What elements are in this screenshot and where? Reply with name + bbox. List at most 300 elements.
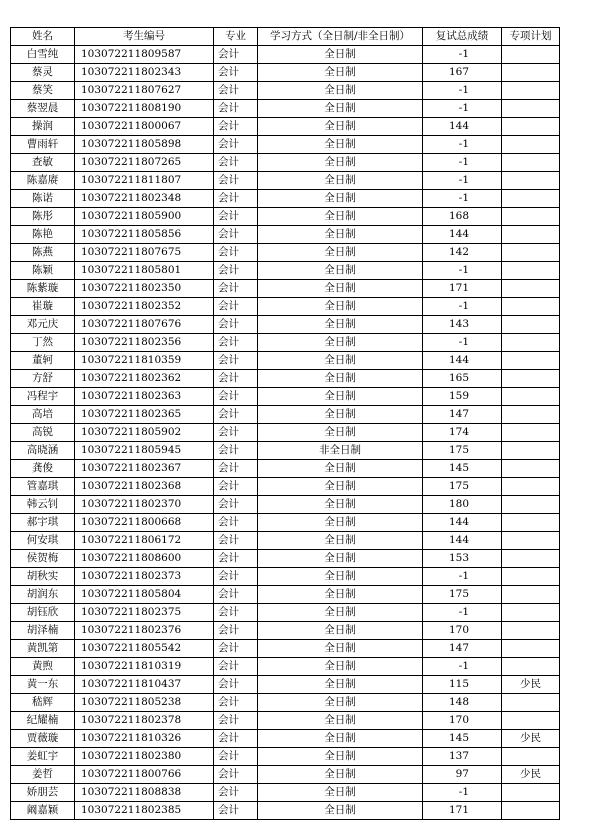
cell-major: 会计 [214, 460, 258, 478]
cell-exam-id: 103072211802363 [75, 388, 214, 406]
cell-special-plan [502, 280, 560, 298]
table-row [11, 190, 560, 208]
cell-name: 韩云钊 [11, 496, 75, 514]
cell-total-score: -1 [423, 190, 502, 208]
cell-study-mode: 全日制 [258, 136, 423, 154]
cell-special-plan [502, 622, 560, 640]
cell-exam-id: 103072211802365 [75, 406, 214, 424]
cell-major: 会计 [214, 748, 258, 766]
cell-major: 会计 [214, 190, 258, 208]
cell-major: 会计 [214, 550, 258, 568]
cell-total-score: -1 [423, 568, 502, 586]
cell-special-plan [502, 550, 560, 568]
table-row [11, 208, 560, 226]
cell-special-plan [502, 388, 560, 406]
cell-major: 会计 [214, 694, 258, 712]
table-row [11, 802, 560, 820]
cell-major: 会计 [214, 370, 258, 388]
cell-exam-id: 103072211802367 [75, 460, 214, 478]
cell-special-plan [502, 640, 560, 658]
cell-major: 会计 [214, 730, 258, 748]
cell-total-score: 174 [423, 424, 502, 442]
table-row [11, 118, 560, 136]
cell-exam-id: 103072211805238 [75, 694, 214, 712]
table-row [11, 604, 560, 622]
cell-total-score: 144 [423, 226, 502, 244]
cell-total-score: -1 [423, 46, 502, 64]
cell-special-plan [502, 478, 560, 496]
cell-study-mode: 全日制 [258, 352, 423, 370]
cell-study-mode: 全日制 [258, 46, 423, 64]
cell-exam-id: 103072211808600 [75, 550, 214, 568]
cell-total-score: -1 [423, 154, 502, 172]
table-row [11, 406, 560, 424]
cell-study-mode: 全日制 [258, 532, 423, 550]
table-row [11, 550, 560, 568]
table-row [11, 730, 560, 748]
cell-total-score: 147 [423, 640, 502, 658]
table-row [11, 46, 560, 64]
cell-exam-id: 103072211802385 [75, 802, 214, 820]
cell-name: 高锐 [11, 424, 75, 442]
header-major: 专业 [214, 28, 258, 46]
table-row [11, 352, 560, 370]
cell-name: 郝宇琪 [11, 514, 75, 532]
cell-exam-id: 103072211807627 [75, 82, 214, 100]
table-row [11, 244, 560, 262]
cell-total-score: 159 [423, 388, 502, 406]
table-row [11, 622, 560, 640]
cell-exam-id: 103072211802362 [75, 370, 214, 388]
table-body [11, 46, 560, 820]
cell-name: 黄凯第 [11, 640, 75, 658]
cell-total-score: 145 [423, 730, 502, 748]
cell-name: 陈嘉赓 [11, 172, 75, 190]
cell-major: 会计 [214, 676, 258, 694]
cell-exam-id: 103072211807265 [75, 154, 214, 172]
cell-exam-id: 103072211808838 [75, 784, 214, 802]
table-row [11, 262, 560, 280]
table-row [11, 748, 560, 766]
cell-special-plan [502, 298, 560, 316]
cell-name: 黄一东 [11, 676, 75, 694]
cell-name: 陈颖 [11, 262, 75, 280]
cell-major: 会计 [214, 334, 258, 352]
cell-study-mode: 全日制 [258, 460, 423, 478]
cell-study-mode: 全日制 [258, 622, 423, 640]
cell-name: 陈燕 [11, 244, 75, 262]
cell-exam-id: 103072211810319 [75, 658, 214, 676]
cell-major: 会计 [214, 154, 258, 172]
header-row [11, 28, 560, 46]
cell-exam-id: 103072211805898 [75, 136, 214, 154]
cell-major: 会计 [214, 352, 258, 370]
cell-major: 会计 [214, 244, 258, 262]
table-row [11, 388, 560, 406]
cell-special-plan [502, 82, 560, 100]
cell-special-plan [502, 64, 560, 82]
cell-total-score: -1 [423, 784, 502, 802]
table-row [11, 514, 560, 532]
cell-exam-id: 103072211800668 [75, 514, 214, 532]
cell-study-mode: 全日制 [258, 424, 423, 442]
header-special-plan: 专项计划 [502, 28, 560, 46]
cell-major: 会计 [214, 604, 258, 622]
cell-study-mode: 全日制 [258, 658, 423, 676]
cell-total-score: -1 [423, 298, 502, 316]
score-table [10, 27, 560, 820]
table-row [11, 460, 560, 478]
cell-special-plan [502, 514, 560, 532]
cell-total-score: -1 [423, 334, 502, 352]
cell-name: 何安琪 [11, 532, 75, 550]
cell-special-plan [502, 136, 560, 154]
cell-total-score: 142 [423, 244, 502, 262]
table-row [11, 280, 560, 298]
cell-name: 冯程宇 [11, 388, 75, 406]
cell-special-plan [502, 532, 560, 550]
cell-major: 会计 [214, 100, 258, 118]
cell-major: 会计 [214, 568, 258, 586]
table-row [11, 136, 560, 154]
cell-special-plan [502, 784, 560, 802]
cell-name: 蔡翌晨 [11, 100, 75, 118]
cell-total-score: 144 [423, 118, 502, 136]
cell-major: 会计 [214, 172, 258, 190]
table-row [11, 226, 560, 244]
header-exam-id: 考生编号 [75, 28, 214, 46]
cell-total-score: 137 [423, 748, 502, 766]
cell-name: 陈诺 [11, 190, 75, 208]
cell-major: 会计 [214, 478, 258, 496]
cell-special-plan [502, 586, 560, 604]
cell-study-mode: 全日制 [258, 388, 423, 406]
cell-major: 会计 [214, 784, 258, 802]
cell-special-plan [502, 334, 560, 352]
cell-total-score: 171 [423, 802, 502, 820]
cell-study-mode: 全日制 [258, 316, 423, 334]
cell-special-plan [502, 172, 560, 190]
cell-major: 会计 [214, 226, 258, 244]
header-name: 姓名 [11, 28, 75, 46]
cell-total-score: -1 [423, 100, 502, 118]
cell-major: 会计 [214, 406, 258, 424]
cell-total-score: -1 [423, 82, 502, 100]
cell-total-score: 180 [423, 496, 502, 514]
cell-name: 侯贺梅 [11, 550, 75, 568]
cell-exam-id: 103072211802380 [75, 748, 214, 766]
cell-special-plan [502, 604, 560, 622]
cell-name: 陈艳 [11, 226, 75, 244]
cell-study-mode: 全日制 [258, 262, 423, 280]
cell-special-plan [502, 262, 560, 280]
cell-special-plan [502, 802, 560, 820]
cell-special-plan [502, 694, 560, 712]
cell-study-mode: 全日制 [258, 496, 423, 514]
cell-major: 会计 [214, 658, 258, 676]
cell-study-mode: 全日制 [258, 640, 423, 658]
cell-major: 会计 [214, 262, 258, 280]
cell-exam-id: 103072211805801 [75, 262, 214, 280]
cell-total-score: 170 [423, 622, 502, 640]
cell-study-mode: 全日制 [258, 784, 423, 802]
cell-exam-id: 103072211805900 [75, 208, 214, 226]
cell-study-mode: 全日制 [258, 370, 423, 388]
table-row [11, 154, 560, 172]
cell-total-score: 171 [423, 280, 502, 298]
cell-exam-id: 103072211811807 [75, 172, 214, 190]
cell-total-score: 175 [423, 442, 502, 460]
cell-special-plan [502, 568, 560, 586]
cell-study-mode: 全日制 [258, 604, 423, 622]
cell-study-mode: 全日制 [258, 190, 423, 208]
cell-exam-id: 103072211809587 [75, 46, 214, 64]
cell-special-plan: 少民 [502, 766, 560, 784]
cell-special-plan [502, 190, 560, 208]
cell-name: 方舒 [11, 370, 75, 388]
cell-special-plan [502, 370, 560, 388]
score-sheet [10, 27, 560, 820]
cell-exam-id: 103072211802376 [75, 622, 214, 640]
cell-exam-id: 103072211800067 [75, 118, 214, 136]
cell-major: 会计 [214, 514, 258, 532]
cell-special-plan [502, 460, 560, 478]
cell-special-plan [502, 496, 560, 514]
table-row [11, 100, 560, 118]
cell-study-mode: 非全日制 [258, 442, 423, 460]
cell-study-mode: 全日制 [258, 64, 423, 82]
cell-exam-id: 103072211802356 [75, 334, 214, 352]
cell-study-mode: 全日制 [258, 568, 423, 586]
cell-special-plan [502, 712, 560, 730]
cell-study-mode: 全日制 [258, 172, 423, 190]
cell-exam-id: 103072211802370 [75, 496, 214, 514]
table-row [11, 298, 560, 316]
cell-total-score: -1 [423, 136, 502, 154]
cell-name: 邓元庆 [11, 316, 75, 334]
cell-name: 蔡笑 [11, 82, 75, 100]
cell-total-score: 144 [423, 514, 502, 532]
cell-exam-id: 103072211802348 [75, 190, 214, 208]
cell-special-plan [502, 244, 560, 262]
table-row [11, 640, 560, 658]
cell-name: 操润 [11, 118, 75, 136]
table-row [11, 586, 560, 604]
cell-exam-id: 103072211802368 [75, 478, 214, 496]
cell-name: 白雪纯 [11, 46, 75, 64]
cell-special-plan: 少民 [502, 676, 560, 694]
cell-major: 会计 [214, 712, 258, 730]
table-row [11, 496, 560, 514]
cell-special-plan [502, 442, 560, 460]
cell-study-mode: 全日制 [258, 478, 423, 496]
cell-name: 陈彤 [11, 208, 75, 226]
table-row [11, 784, 560, 802]
cell-total-score: 170 [423, 712, 502, 730]
cell-major: 会计 [214, 46, 258, 64]
cell-study-mode: 全日制 [258, 226, 423, 244]
header-total-score: 复试总成绩 [423, 28, 502, 46]
cell-total-score: 143 [423, 316, 502, 334]
cell-name: 纪耀楠 [11, 712, 75, 730]
cell-special-plan [502, 46, 560, 64]
cell-name: 黄煦 [11, 658, 75, 676]
cell-exam-id: 103072211802352 [75, 298, 214, 316]
cell-study-mode: 全日制 [258, 586, 423, 604]
cell-study-mode: 全日制 [258, 802, 423, 820]
cell-major: 会计 [214, 424, 258, 442]
table-row [11, 676, 560, 694]
cell-study-mode: 全日制 [258, 298, 423, 316]
table-row [11, 172, 560, 190]
cell-total-score: -1 [423, 658, 502, 676]
cell-total-score: 153 [423, 550, 502, 568]
cell-total-score: 167 [423, 64, 502, 82]
cell-exam-id: 103072211810326 [75, 730, 214, 748]
table-row [11, 64, 560, 82]
cell-exam-id: 103072211805945 [75, 442, 214, 460]
cell-major: 会计 [214, 388, 258, 406]
cell-major: 会计 [214, 622, 258, 640]
cell-total-score: 115 [423, 676, 502, 694]
cell-major: 会计 [214, 766, 258, 784]
table-row [11, 334, 560, 352]
cell-name: 高晓涵 [11, 442, 75, 460]
cell-major: 会计 [214, 496, 258, 514]
cell-study-mode: 全日制 [258, 406, 423, 424]
cell-exam-id: 103072211810437 [75, 676, 214, 694]
cell-total-score: -1 [423, 262, 502, 280]
cell-exam-id: 103072211802373 [75, 568, 214, 586]
table-row [11, 82, 560, 100]
cell-study-mode: 全日制 [258, 244, 423, 262]
cell-name: 丁然 [11, 334, 75, 352]
cell-name: 姜哲 [11, 766, 75, 784]
cell-name: 胡钰欣 [11, 604, 75, 622]
cell-study-mode: 全日制 [258, 550, 423, 568]
cell-name: 查敏 [11, 154, 75, 172]
cell-major: 会计 [214, 136, 258, 154]
header-study-mode: 学习方式（全日制/非全日制） [258, 28, 423, 46]
cell-major: 会计 [214, 586, 258, 604]
table-row [11, 766, 560, 784]
cell-study-mode: 全日制 [258, 334, 423, 352]
cell-total-score: -1 [423, 604, 502, 622]
cell-major: 会计 [214, 532, 258, 550]
cell-name: 娇朋芸 [11, 784, 75, 802]
cell-special-plan: 少民 [502, 730, 560, 748]
cell-exam-id: 103072211807676 [75, 316, 214, 334]
cell-major: 会计 [214, 280, 258, 298]
cell-major: 会计 [214, 316, 258, 334]
cell-special-plan [502, 658, 560, 676]
table-row [11, 694, 560, 712]
cell-study-mode: 全日制 [258, 766, 423, 784]
cell-major: 会计 [214, 298, 258, 316]
cell-major: 会计 [214, 442, 258, 460]
cell-name: 蔡灵 [11, 64, 75, 82]
table-row [11, 712, 560, 730]
cell-total-score: 168 [423, 208, 502, 226]
cell-study-mode: 全日制 [258, 280, 423, 298]
cell-major: 会计 [214, 802, 258, 820]
cell-major: 会计 [214, 82, 258, 100]
cell-study-mode: 全日制 [258, 712, 423, 730]
cell-exam-id: 103072211800766 [75, 766, 214, 784]
cell-special-plan [502, 208, 560, 226]
cell-name: 陈紫璇 [11, 280, 75, 298]
cell-total-score: 175 [423, 478, 502, 496]
table-row [11, 442, 560, 460]
cell-total-score: 148 [423, 694, 502, 712]
cell-name: 管嘉琪 [11, 478, 75, 496]
cell-study-mode: 全日制 [258, 694, 423, 712]
cell-special-plan [502, 226, 560, 244]
cell-special-plan [502, 424, 560, 442]
cell-exam-id: 103072211802378 [75, 712, 214, 730]
cell-exam-id: 103072211802350 [75, 280, 214, 298]
cell-study-mode: 全日制 [258, 100, 423, 118]
cell-name: 阚嘉颖 [11, 802, 75, 820]
cell-exam-id: 103072211805902 [75, 424, 214, 442]
cell-name: 贾薇璇 [11, 730, 75, 748]
cell-special-plan [502, 100, 560, 118]
cell-exam-id: 103072211810359 [75, 352, 214, 370]
cell-exam-id: 103072211805804 [75, 586, 214, 604]
cell-special-plan [502, 352, 560, 370]
cell-study-mode: 全日制 [258, 730, 423, 748]
cell-exam-id: 103072211805856 [75, 226, 214, 244]
cell-special-plan [502, 154, 560, 172]
cell-exam-id: 103072211806172 [75, 532, 214, 550]
cell-total-score: 97 [423, 766, 502, 784]
cell-special-plan [502, 316, 560, 334]
cell-exam-id: 103072211802343 [75, 64, 214, 82]
cell-total-score: 144 [423, 352, 502, 370]
cell-study-mode: 全日制 [258, 82, 423, 100]
cell-exam-id: 103072211807675 [75, 244, 214, 262]
cell-study-mode: 全日制 [258, 748, 423, 766]
cell-special-plan [502, 748, 560, 766]
cell-name: 胡泽楠 [11, 622, 75, 640]
cell-name: 崔璇 [11, 298, 75, 316]
cell-total-score: 145 [423, 460, 502, 478]
cell-name: 胡润东 [11, 586, 75, 604]
table-row [11, 478, 560, 496]
table-row [11, 424, 560, 442]
cell-major: 会计 [214, 64, 258, 82]
cell-name: 嵇辉 [11, 694, 75, 712]
cell-major: 会计 [214, 118, 258, 136]
cell-study-mode: 全日制 [258, 514, 423, 532]
cell-special-plan [502, 118, 560, 136]
cell-study-mode: 全日制 [258, 208, 423, 226]
cell-name: 胡秋实 [11, 568, 75, 586]
cell-total-score: -1 [423, 172, 502, 190]
cell-total-score: 147 [423, 406, 502, 424]
table-row [11, 316, 560, 334]
cell-exam-id: 103072211802375 [75, 604, 214, 622]
table-row [11, 658, 560, 676]
cell-exam-id: 103072211808190 [75, 100, 214, 118]
cell-name: 姜虹宇 [11, 748, 75, 766]
cell-special-plan [502, 406, 560, 424]
cell-total-score: 144 [423, 532, 502, 550]
table-row [11, 370, 560, 388]
cell-study-mode: 全日制 [258, 118, 423, 136]
cell-name: 龚俊 [11, 460, 75, 478]
table-row [11, 568, 560, 586]
